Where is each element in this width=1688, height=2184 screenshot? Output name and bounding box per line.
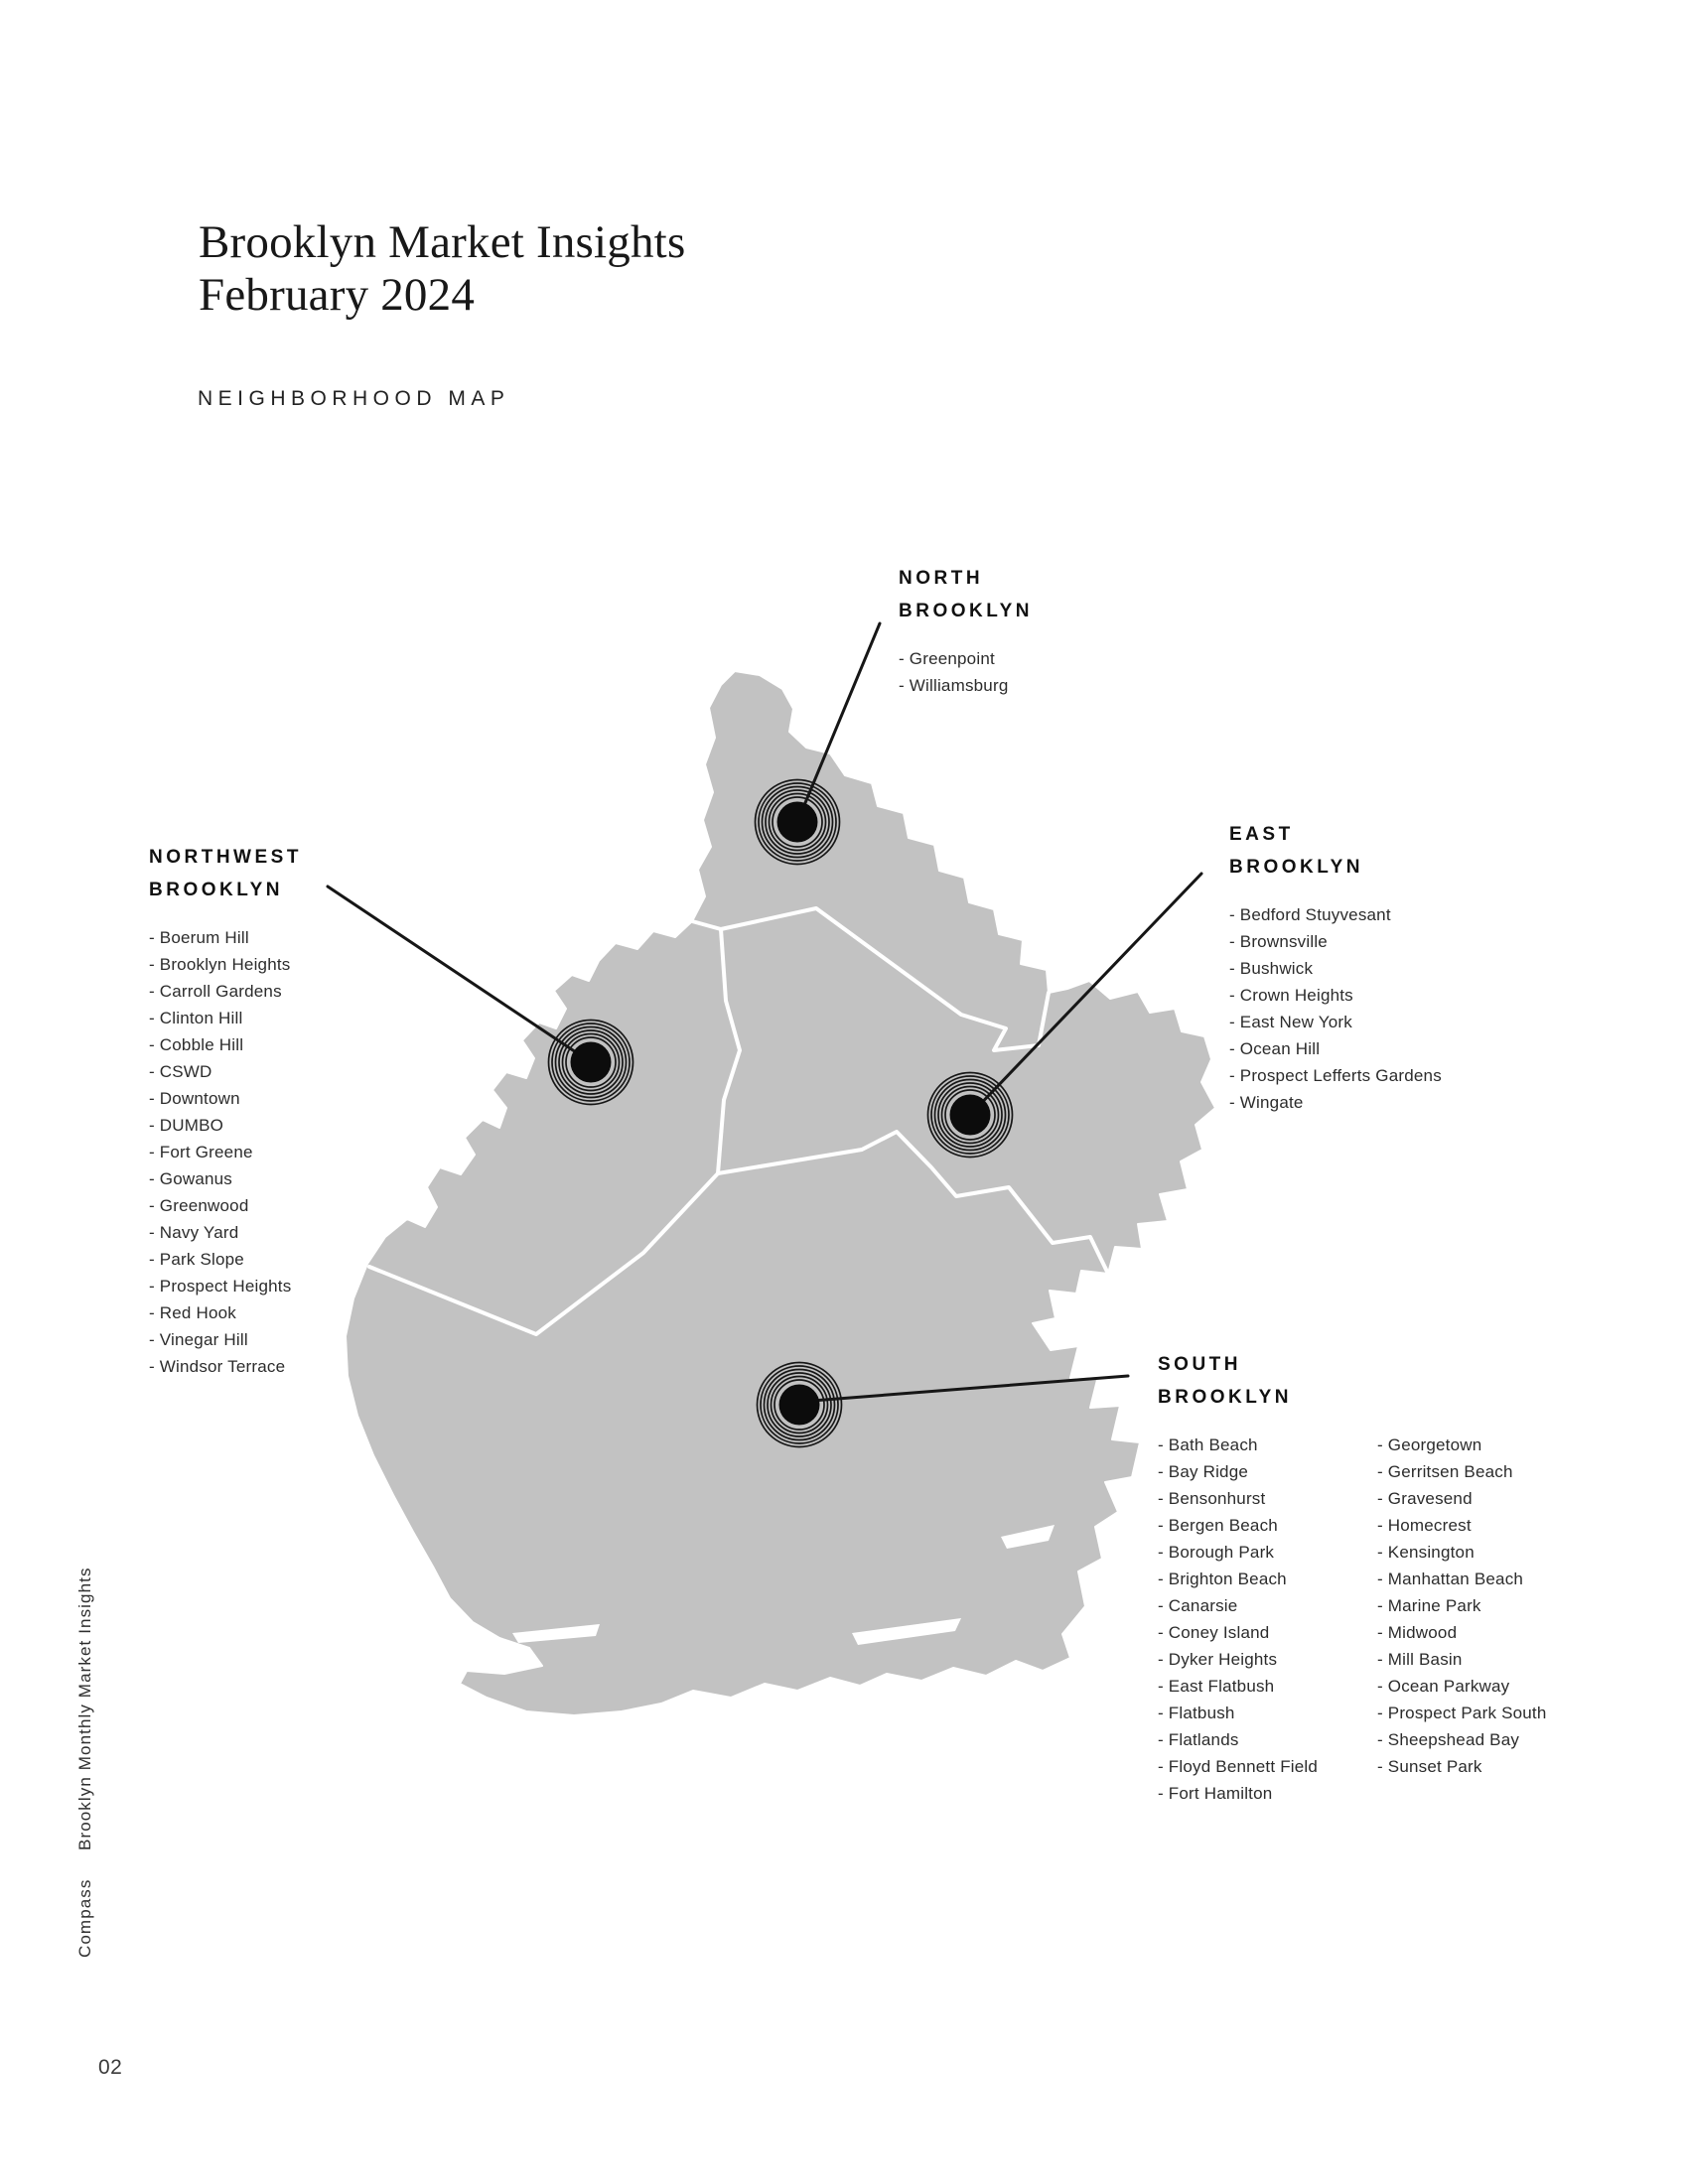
neighborhood-item: - Prospect Heights [149,1277,292,1296]
page-number: 02 [98,2056,123,2079]
neighborhood-item: - Gravesend [1377,1489,1473,1508]
neighborhood-item: - Sheepshead Bay [1377,1730,1520,1749]
neighborhood-item: - Floyd Bennett Field [1158,1757,1319,1776]
neighborhood-item: - Bath Beach [1158,1435,1258,1454]
region-block-east [1229,818,1442,1116]
page-title-line2: February 2024 [199,269,476,321]
neighborhood-item: - Ocean Parkway [1377,1677,1510,1696]
sidebar-publication-title: Brooklyn Monthly Market Insights [75,1567,94,1850]
region-label-line: BROOKLYN [1229,857,1363,878]
neighborhood-item: - Boerum Hill [149,928,249,947]
neighborhood-item: - Williamsburg [899,676,1009,695]
neighborhood-item: - Downtown [149,1089,240,1108]
neighborhood-item: - DUMBO [149,1116,224,1135]
region-label-line: NORTH [899,568,984,589]
neighborhood-item: - Bushwick [1229,959,1314,978]
neighborhood-item: - Park Slope [149,1250,244,1269]
neighborhood-item: - Ocean Hill [1229,1039,1321,1058]
neighborhood-item: - Wingate [1229,1093,1304,1112]
region-label-northwest [149,841,302,906]
region-label-line: EAST [1229,824,1294,845]
neighborhood-item: - Coney Island [1158,1623,1270,1642]
neighborhood-item: - Bedford Stuyvesant [1229,905,1391,924]
page-subtitle: NEIGHBORHOOD MAP [198,387,510,410]
neighborhood-item: - Georgetown [1377,1435,1482,1454]
neighborhood-item: - Fort Greene [149,1143,253,1161]
region-block-northwest [149,841,302,1380]
neighborhood-item: - Bergen Beach [1158,1516,1278,1535]
neighborhood-item: - Bensonhurst [1158,1489,1266,1508]
sidebar-brand: Compass [75,1878,94,1958]
neighborhood-item: - Brighton Beach [1158,1570,1287,1588]
neighborhood-item: - Windsor Terrace [149,1357,286,1376]
neighborhood-item: - Kensington [1377,1543,1475,1562]
neighborhood-item: - Midwood [1377,1623,1458,1642]
neighborhood-item: - Fort Hamilton [1158,1784,1273,1803]
neighborhood-item: - Cobble Hill [149,1035,244,1054]
region-label-line: BROOKLYN [899,601,1033,621]
leader-line-northwest [328,887,591,1062]
neighborhood-item: - Borough Park [1158,1543,1275,1562]
neighborhood-item: - Homecrest [1377,1516,1472,1535]
region-list-north [899,645,1033,699]
page-title-line1: Brooklyn Market Insights [199,216,686,268]
region-label-east [1229,818,1442,884]
region-label-line: NORTHWEST [149,847,302,868]
neighborhood-item: - Navy Yard [149,1223,239,1242]
neighborhood-item: - Mill Basin [1377,1650,1463,1669]
neighborhood-item: - Vinegar Hill [149,1330,248,1349]
region-label-north [899,562,1033,627]
region-list-east [1229,901,1442,1116]
neighborhood-item: - Manhattan Beach [1377,1570,1524,1588]
neighborhood-item: - Flatbush [1158,1704,1235,1722]
neighborhood-item: - Greenwood [149,1196,249,1215]
neighborhood-item: - Brooklyn Heights [149,955,291,974]
neighborhood-item: - Gowanus [149,1169,233,1188]
region-label-line: SOUTH [1158,1354,1241,1375]
neighborhood-item: - Bay Ridge [1158,1462,1249,1481]
neighborhood-item: - Sunset Park [1377,1757,1482,1776]
neighborhood-item: - Greenpoint [899,649,995,668]
page-title [199,216,685,322]
neighborhood-item: - Marine Park [1377,1596,1481,1615]
neighborhood-item: - Red Hook [149,1303,236,1322]
neighborhood-item: - Gerritsen Beach [1377,1462,1513,1481]
region-list-south-col1 [1158,1432,1377,1807]
neighborhood-item: - Flatlands [1158,1730,1239,1749]
neighborhood-item: - Crown Heights [1229,986,1353,1005]
region-label-line: BROOKLYN [1158,1387,1292,1408]
neighborhood-item: - CSWD [149,1062,212,1081]
region-label-line: BROOKLYN [149,880,283,900]
region-label-south [1158,1348,1547,1414]
region-block-south [1158,1348,1547,1807]
neighborhood-item: - Prospect Lefferts Gardens [1229,1066,1442,1085]
region-list-south-col2 [1377,1432,1547,1807]
neighborhood-item: - Brownsville [1229,932,1328,951]
neighborhood-item: - Prospect Park South [1377,1704,1547,1722]
neighborhood-item: - East Flatbush [1158,1677,1275,1696]
neighborhood-item: - Carroll Gardens [149,982,282,1001]
region-list-northwest [149,924,302,1380]
region-block-north [899,562,1033,699]
neighborhood-item: - Dyker Heights [1158,1650,1278,1669]
neighborhood-item: - Clinton Hill [149,1009,243,1027]
neighborhood-item: - Canarsie [1158,1596,1238,1615]
neighborhood-item: - East New York [1229,1013,1352,1031]
